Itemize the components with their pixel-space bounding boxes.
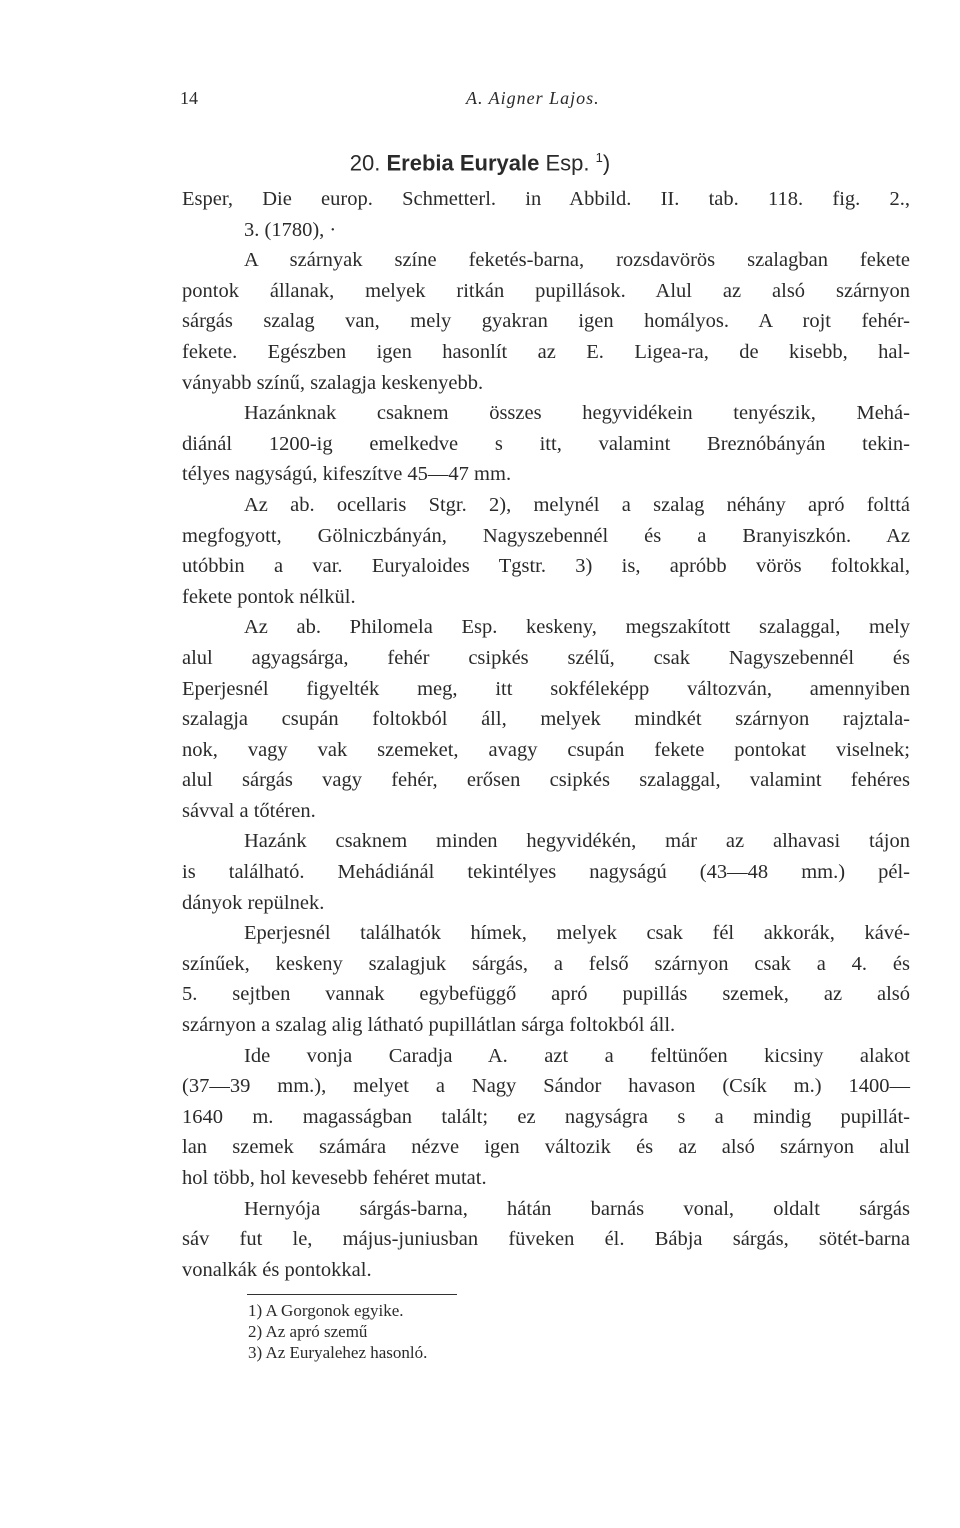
body-text xyxy=(182,184,910,1285)
footnote: 2) Az apró szemű xyxy=(248,1322,368,1341)
text-line: Eperjesnél figyelték meg, itt sokféleképp változván, amennyiben xyxy=(182,677,910,700)
text-line: A szárnyak színe feketés-barna, rozsdavörös szalagban fekete xyxy=(244,249,910,272)
heading-note-ref: 1 xyxy=(595,150,603,165)
text-line: 3. (1780), · xyxy=(244,218,337,241)
text-line: diánál 1200-ig emelkedve s itt, valamint Breznóbányán tekin- xyxy=(182,432,910,455)
text-line: Hernyója sárgás-barna, hátán barnás vonal, oldalt sárgás xyxy=(244,1197,910,1220)
text-line: pontok állanak, melyek ritkán pupillások. Alul az alsó szárnyon xyxy=(182,279,910,302)
footnotes xyxy=(248,1300,427,1363)
text-line: vonalkák és pontokkal. xyxy=(182,1258,372,1281)
text-line: fekete pontok nélkül. xyxy=(182,585,356,608)
text-line: Hazánknak csaknem összes hegyvidékein tenyészik, Mehá- xyxy=(244,402,910,425)
page-header xyxy=(0,88,960,118)
text-line: (37—39 mm.), melyet a Nagy Sándor havason (Csík m.) 1400— xyxy=(182,1075,910,1098)
text-line: sárgás szalag van, mely gyakran igen homályos. A rojt fehér- xyxy=(182,310,910,333)
text-line: ványabb színű, szalagja keskenyebb. xyxy=(182,371,484,394)
text-line: Hazánk csaknem minden hegyvidékén, már az alhavasi tájon xyxy=(244,830,910,853)
text-line: utóbbin a var. Euryaloides Tgstr. 3) is, apróbb vörös foltokkal, xyxy=(182,555,910,578)
text-line: Esper, Die europ. Schmetterl. in Abbild. II. tab. 118. fig. 2., xyxy=(182,188,910,210)
heading-author: Esp. xyxy=(545,150,590,176)
heading-close: ) xyxy=(602,150,611,176)
heading-number: 20. xyxy=(349,150,381,176)
footnote: 3) Az Euryalehez hasonló. xyxy=(248,1343,428,1362)
text-line: is található. Mehádiánál tekintélyes nagyságú (43—48 mm.) pél- xyxy=(182,861,910,884)
text-line: szárnyon a szalag alig látható pupillátlan sárga foltokból áll. xyxy=(182,1014,676,1037)
heading-species-name: Erebia Euryale xyxy=(386,150,540,176)
text-line: alul agyagsárga, fehér csipkés szélű, csak Nagyszebennél és xyxy=(182,646,910,669)
footnote-separator xyxy=(247,1294,457,1295)
text-line: sávval a tőtéren. xyxy=(182,799,316,822)
text-line: hol több, hol kevesebb fehéret mutat. xyxy=(182,1167,487,1189)
text-line: Az ab. Philomela Esp. keskeny, megszakított szalaggal, mely xyxy=(244,616,910,639)
species-heading xyxy=(0,150,960,176)
text-line: télyes nagyságú, kifeszítve 45—47 mm. xyxy=(182,463,512,486)
text-line: nok, vagy vak szemeket, avagy csupán fekete pontokat viselnek; xyxy=(182,738,910,761)
page-number: 14 xyxy=(180,88,198,108)
text-line: Az ab. ocellaris Stgr. 2), melynél a szalag néhány apró folttá xyxy=(244,493,910,516)
text-line: megfogyott, Gölniczbányán, Nagyszebennél és a Branyiszkón. Az xyxy=(182,524,910,547)
text-line: színűek, keskeny szalagjuk sárgás, a felső szárnyon csak a 4. és xyxy=(182,952,910,975)
text-line: 1640 m. magasságban talált; ez nagyságra s a mindig pupillát- xyxy=(182,1105,910,1128)
text-line: Eperjesnél találhatók hímek, melyek csak fél akkorák, kávé- xyxy=(244,922,910,945)
text-line: dányok repülnek. xyxy=(182,891,325,914)
text-line: szalagja csupán foltokból áll, melyek mindkét szárnyon rajztala- xyxy=(182,708,910,731)
text-line: Ide vonja Caradja A. azt a feltünően kicsiny alakot xyxy=(244,1044,910,1067)
text-line: 5. sejtben vannak egybefüggő apró pupillás szemek, az alsó xyxy=(182,983,910,1006)
text-line: lan szemek számára nézve igen változik és az alsó szárnyon alul xyxy=(182,1136,910,1159)
running-title: A. Aigner Lajos. xyxy=(466,88,600,108)
text-line: sáv fut le, május-juniusban füveken él. Bábja sárgás, sötét-barna xyxy=(182,1228,910,1251)
text-line: fekete. Egészben igen hasonlít az E. Ligea-ra, de kisebb, hal- xyxy=(182,340,910,363)
footnote: 1) A Gorgonok egyike. xyxy=(248,1301,404,1320)
text-line: alul sárgás vagy fehér, erősen csipkés szalaggal, valamint fehéres xyxy=(182,769,910,792)
